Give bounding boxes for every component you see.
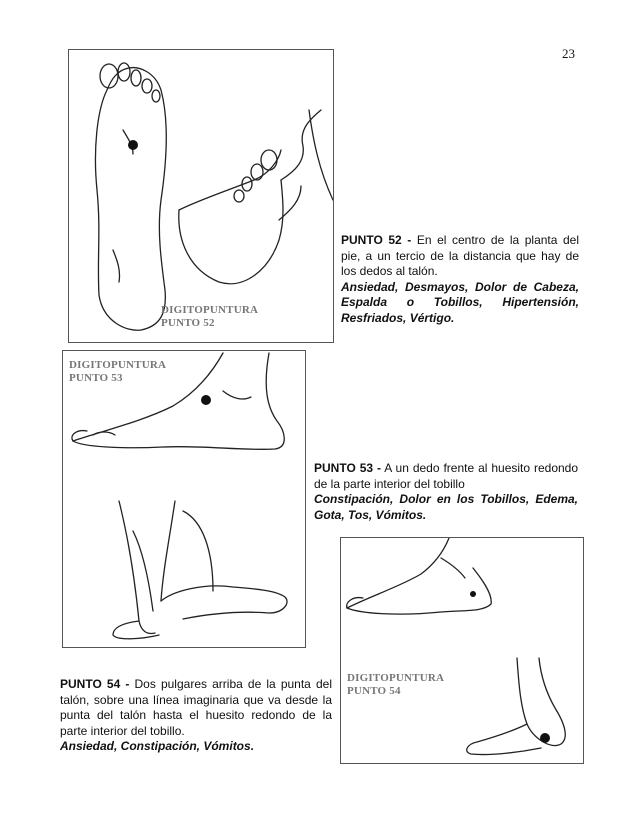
figure-punto-54: [340, 537, 584, 764]
section-heading: PUNTO 52 -: [341, 233, 412, 247]
figure-caption: [69, 359, 166, 385]
caption-line: PUNTO 54: [347, 685, 401, 697]
caption-line: PUNTO 52: [161, 317, 215, 329]
figure-punto-53: [62, 350, 306, 648]
section-punto-54: [60, 677, 332, 755]
foot-sole-illustration: [69, 50, 333, 342]
caption-line: DIGITOPUNTURA: [347, 672, 445, 684]
section-description: Dos pulgares arriba de la punta del talón, sobre una línea imaginaria que va desde la punta del talón hasta el huesito redondo de la parte interior del tobillo.: [60, 677, 332, 738]
figure-punto-52: [68, 49, 334, 343]
section-symptoms: Constipación, Dolor en los Tobillos, Edema, Gota, Tos, Vómitos.: [314, 492, 578, 522]
caption-line: DIGITOPUNTURA: [69, 359, 167, 371]
section-symptoms: Ansiedad, Desmayos, Dolor de Cabeza, Espalda o Tobillos, Hipertensión, Resfriados, Vértigo.: [341, 279, 579, 325]
section-heading: PUNTO 54 -: [60, 677, 130, 691]
foot-side-illustration: [63, 351, 305, 647]
section-punto-52: [341, 233, 579, 326]
section-symptoms: Ansiedad, Constipación, Vómitos.: [60, 739, 255, 753]
acupoint-54-heel-marker: [540, 733, 550, 743]
caption-line: DIGITOPUNTURA: [161, 304, 259, 316]
section-description: En el centro de la planta del pie, a un tercio de la distancia que hay de los dedos al talón.: [341, 233, 579, 278]
acupoint-54-marker: [470, 591, 476, 597]
section-heading: PUNTO 53 -: [314, 461, 381, 475]
acupoint-53-marker: [201, 395, 211, 405]
caption-line: PUNTO 53: [69, 372, 123, 384]
figure-caption: [161, 304, 258, 330]
section-punto-53: [314, 461, 578, 523]
foot-heel-illustration: [341, 538, 583, 763]
section-description: A un dedo frente al huesito redondo de la parte interior del tobillo: [314, 461, 579, 491]
page-number: 23: [562, 46, 575, 61]
acupoint-52-marker: [128, 140, 138, 150]
figure-caption: [347, 672, 444, 698]
